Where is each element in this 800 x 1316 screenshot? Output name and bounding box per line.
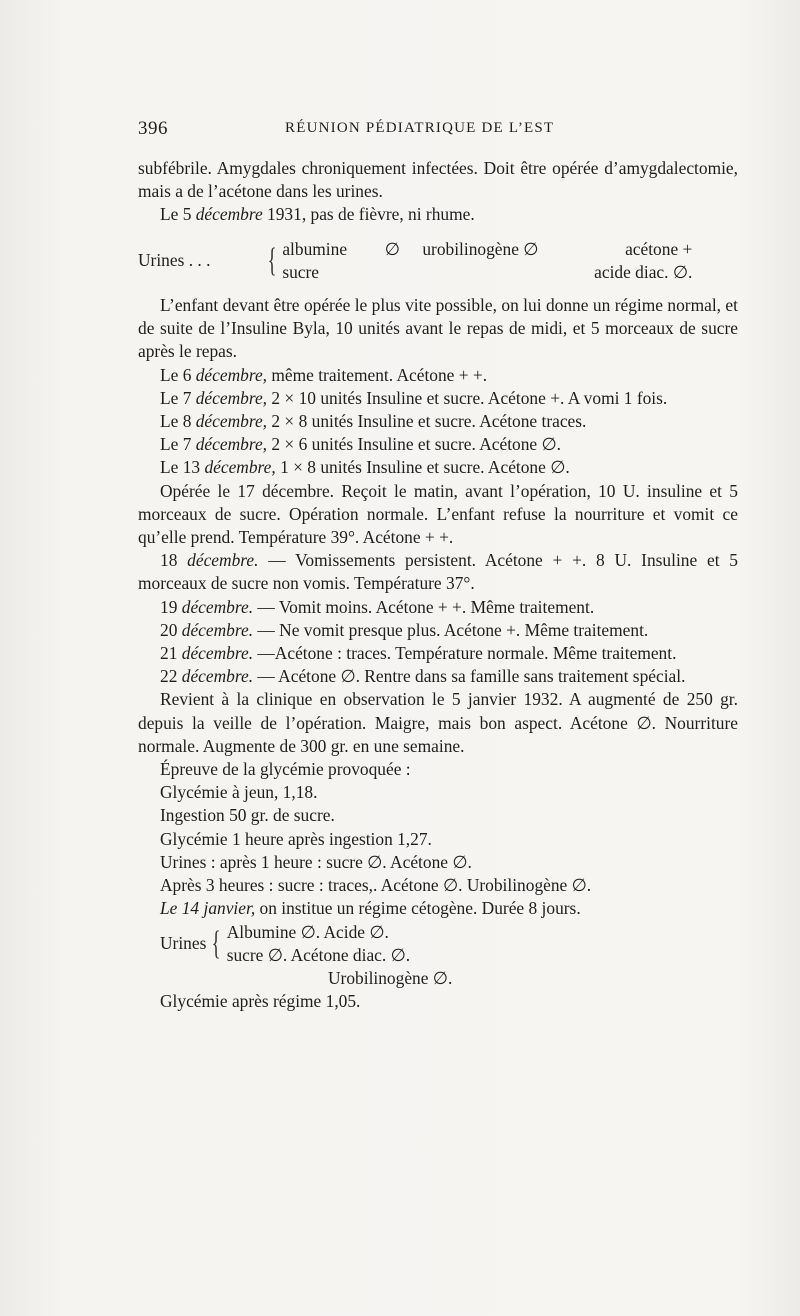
paragraph: Le 8 décembre, 2 × 8 unités Insuline et sucre. Acétone traces. xyxy=(160,411,587,432)
paragraph: Le 7 décembre, 2 × 10 unités Insuline et sucre. Acétone +. A vomi 1 fois. xyxy=(160,387,668,408)
running-title: RÉUNION PÉDIATRIQUE DE L’EST xyxy=(285,120,555,136)
paragraph: 19 décembre. — Vomit moins. Acétone + +. Même traitement. xyxy=(160,596,595,617)
paragraph: 20 décembre. — Ne vomit presque plus. Acétone +. Même traitement. xyxy=(160,619,649,640)
paragraph: 22 décembre. — Acétone ∅. Rentre dans sa famille sans traitement spécial. xyxy=(160,666,686,687)
text-line: Albumine ∅. Acide ∅. xyxy=(226,921,389,942)
table-row: sucre acide diac. ∅. xyxy=(282,261,693,282)
text-line: Urobilinogène ∅. xyxy=(328,967,453,988)
paragraph: subfébrile. Amygdales chroniquement infectées. Doit être opérée d’amygdalectomie, mais a de l’acétone dans les urines. xyxy=(138,158,738,202)
table-row: albumine ∅ urobilinogène ∅ acétone + xyxy=(282,238,693,259)
text-line: Après 3 heures : sucre : traces,. Acétone ∅. Urobilinogène ∅. xyxy=(160,875,592,896)
text-line: Le 14 janvier, on institue un régime cétogène. Durée 8 jours. xyxy=(160,898,581,919)
body-text xyxy=(138,157,738,1013)
paragraph: Revient à la clinique en observation le 5 janvier 1932. A augmenté de 250 gr. depuis la veille de l’opération. Maigre, mais bon aspect. Acétone ∅. Nourriture normale. Augmente de 300 gr. en une semaine. xyxy=(138,689,738,756)
urines-label: Urines . . . xyxy=(138,250,211,271)
paragraph: 21 décembre. —Acétone : traces. Température normale. Même traitement. xyxy=(160,643,677,664)
paragraph: Le 5 décembre 1931, pas de fièvre, ni rhume. xyxy=(160,204,475,225)
text-line: Urines : après 1 heure : sucre ∅. Acétone ∅. xyxy=(160,851,472,872)
paragraph: Opérée le 17 décembre. Reçoit le matin, avant l’opération, 10 U. insuline et 5 morceaux de sucre. Opération normale. L’enfant refuse la nourriture et vomit ce qu’elle prend. Température 39°. Acétone + +. xyxy=(138,480,738,548)
text-line: Glycémie à jeun, 1,18. xyxy=(160,782,318,803)
text-line: Glycémie après régime 1,05. xyxy=(160,991,361,1012)
page-number: 396 xyxy=(138,118,168,139)
text-line: Ingestion 50 gr. de sucre. xyxy=(160,805,335,826)
page-header xyxy=(138,118,738,144)
urines-table xyxy=(138,238,738,284)
text-line: sucre ∅. Acétone diac. ∅. xyxy=(226,944,411,965)
paragraph: Le 7 décembre, 2 × 6 unités Insuline et sucre. Acétone ∅. xyxy=(160,434,561,455)
paragraph: 18 décembre. — Vomissements persistent. Acétone + +. 8 U. Insuline et 5 morceaux de sucre non vomis. Température 37°. xyxy=(138,550,738,594)
paragraph: L’enfant devant être opérée le plus vite possible, on lui donne un régime normal, et de suite de l’Insuline Byla, 10 unités avant le repas de midi, et 5 morceaux de sucre après le repas. xyxy=(138,295,738,362)
paragraph: Le 6 décembre, même traitement. Acétone + +. xyxy=(160,364,488,385)
left-brace: { xyxy=(267,241,277,279)
left-brace: { xyxy=(212,924,222,962)
text-line: Glycémie 1 heure après ingestion 1,27. xyxy=(160,828,432,849)
urines-label: Urines xyxy=(160,933,207,954)
urines-block xyxy=(138,921,738,967)
text-line: Épreuve de la glycémie provoquée : xyxy=(160,759,411,780)
paragraph: Le 13 décembre, 1 × 8 unités Insuline et sucre. Acétone ∅. xyxy=(160,457,570,478)
